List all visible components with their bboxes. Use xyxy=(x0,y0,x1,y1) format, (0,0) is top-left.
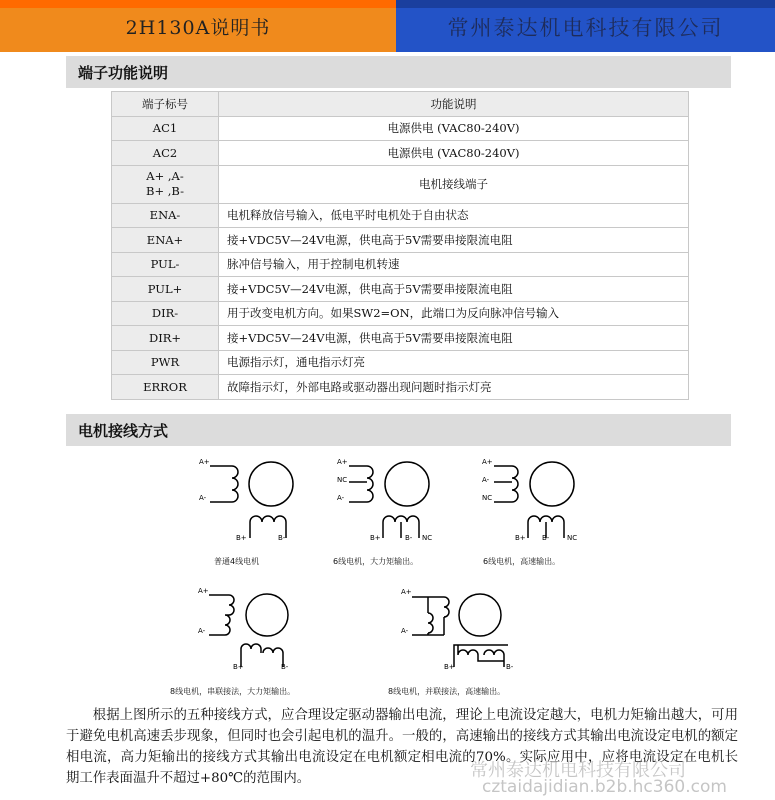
table-header-function: 功能说明 xyxy=(219,92,689,117)
page-header xyxy=(0,0,775,52)
table-row xyxy=(112,375,689,400)
description-cell: 电源供电 (VAC80-240V) xyxy=(219,141,689,166)
table-row xyxy=(112,252,689,277)
terminal-cell: ERROR xyxy=(112,375,219,400)
header-right-cap xyxy=(396,0,775,8)
description-cell: 接+VDC5V—24V电源，供电高于5V需要串接限流电阻 xyxy=(219,326,689,351)
table-row xyxy=(112,277,689,302)
table-row xyxy=(112,141,689,166)
terminal-table xyxy=(111,91,689,400)
description-cell: 用于改变电机方向。如果SW2=ON，此端口为反向脉冲信号输入 xyxy=(219,301,689,326)
section-terminals-title: 端子功能说明 xyxy=(78,64,169,82)
section-wiring-title: 电机接线方式 xyxy=(78,422,169,440)
terminal-line-b: B+ ,B- xyxy=(146,184,184,198)
description-cell: 电机释放信号输入，低电平时电机处于自由状态 xyxy=(219,203,689,228)
label-a-plus: A+ xyxy=(482,458,493,466)
motor-wiring-4wire-icon xyxy=(196,452,306,547)
label-a-plus: A+ xyxy=(401,588,412,596)
terminal-cell: ENA- xyxy=(112,203,219,228)
label-nc: NC xyxy=(482,494,493,502)
label-nc: NC xyxy=(337,476,348,484)
diagram-caption-6wire-speed: 6线电机，高速输出。 xyxy=(483,557,561,566)
label-b-minus: B- xyxy=(405,534,413,542)
section-wiring-heading xyxy=(66,414,731,446)
terminal-cell: AC2 xyxy=(112,141,219,166)
motor-wiring-8wire-parallel-icon xyxy=(398,583,523,673)
motor-wiring-6wire-torque-icon xyxy=(335,452,440,547)
diagram-caption-6wire-torque: 6线电机，大力矩输出。 xyxy=(333,557,419,566)
motor-wiring-8wire-series-icon xyxy=(195,583,305,673)
description-cell: 接+VDC5V—24V电源，供电高于5V需要串接限流电阻 xyxy=(219,228,689,253)
description-cell: 接+VDC5V—24V电源，供电高于5V需要串接限流电阻 xyxy=(219,277,689,302)
terminal-cell: PUL- xyxy=(112,252,219,277)
label-a-minus: A- xyxy=(199,494,207,502)
label-b-plus: B+ xyxy=(370,534,381,542)
label-a-plus: A+ xyxy=(337,458,348,466)
diagram-caption-8wire-series: 8线电机，串联接法，大力矩输出。 xyxy=(170,687,296,696)
label-nc: NC xyxy=(567,534,578,542)
diagram-caption-8wire-parallel: 8线电机，并联接法，高速输出。 xyxy=(388,687,506,696)
table-row xyxy=(112,301,689,326)
label-nc: NC xyxy=(422,534,433,542)
description-cell: 电源供电 (VAC80-240V) xyxy=(219,116,689,141)
description-cell: 故障指示灯，外部电路或驱动器出现问题时指示灯亮 xyxy=(219,375,689,400)
company-name: 常州泰达机电科技有限公司 xyxy=(447,16,724,40)
table-row xyxy=(112,228,689,253)
table-row xyxy=(112,350,689,375)
wiring-diagram-4wire xyxy=(196,452,306,547)
terminal-cell: DIR+ xyxy=(112,326,219,351)
terminal-cell: DIR- xyxy=(112,301,219,326)
wiring-diagram-8wire-parallel xyxy=(398,583,523,673)
terminal-line-a: A+ ,A- xyxy=(146,169,184,183)
terminal-cell: PWR xyxy=(112,350,219,375)
label-b-minus: B- xyxy=(278,534,286,542)
watermark-url: cztaidajidian.b2b.hc360.com xyxy=(482,777,727,797)
label-a-plus: A+ xyxy=(198,587,209,595)
description-cell: 脉冲信号输入，用于控制电机转速 xyxy=(219,252,689,277)
label-a-minus: A- xyxy=(482,476,490,484)
terminal-cell: AC1 xyxy=(112,116,219,141)
diagram-caption-4wire: 普通4线电机 xyxy=(214,557,260,566)
wiring-diagram-6wire-speed xyxy=(480,452,585,547)
terminal-cell: ENA+ xyxy=(112,228,219,253)
label-b-minus: B- xyxy=(542,534,550,542)
label-b-minus: B- xyxy=(506,663,514,671)
description-cell: 电机接线端子 xyxy=(219,165,689,203)
table-row xyxy=(112,116,689,141)
wiring-explanation-paragraph: 根据上图所示的五种接线方式，应合理设定驱动器输出电流，理论上电流设定越大，电机力矩输出越大，可用于避免电机高速丢步现象，但同时也会引起电机的温升。一般的，高速输出的接线方式其输出电流设定电机的额定相电流，高力矩输出的接线方式其输出电流设定在电机额定相电流的70%。实际应用中，应将电流设定在电机长期工作表面温升不超过+80℃的范围内。 xyxy=(66,708,738,786)
label-a-minus: A- xyxy=(401,627,409,635)
watermark-company: 常州泰达机电科技有限公司 xyxy=(470,760,686,781)
label-b-plus: B+ xyxy=(236,534,247,542)
table-header-terminal: 端子标号 xyxy=(112,92,219,117)
label-b-plus: B+ xyxy=(444,663,455,671)
label-b-plus: B+ xyxy=(233,663,244,671)
table-row xyxy=(112,203,689,228)
label-a-minus: A- xyxy=(337,494,345,502)
document-title: 2H130A说明书 xyxy=(125,17,271,39)
label-a-minus: A- xyxy=(198,627,206,635)
table-row xyxy=(112,165,689,203)
terminal-cell: PUL+ xyxy=(112,277,219,302)
terminal-cell xyxy=(112,165,219,203)
table-header-row xyxy=(112,92,689,117)
wiring-diagram-8wire-series xyxy=(195,583,305,673)
section-terminals-heading xyxy=(66,56,731,88)
description-cell: 电源指示灯，通电指示灯亮 xyxy=(219,350,689,375)
table-row xyxy=(112,326,689,351)
header-left-cap xyxy=(0,0,396,8)
label-a-plus: A+ xyxy=(199,458,210,466)
label-b-minus: B- xyxy=(281,663,289,671)
label-b-plus: B+ xyxy=(515,534,526,542)
wiring-diagram-6wire-torque xyxy=(335,452,440,547)
motor-wiring-6wire-speed-icon xyxy=(480,452,585,547)
